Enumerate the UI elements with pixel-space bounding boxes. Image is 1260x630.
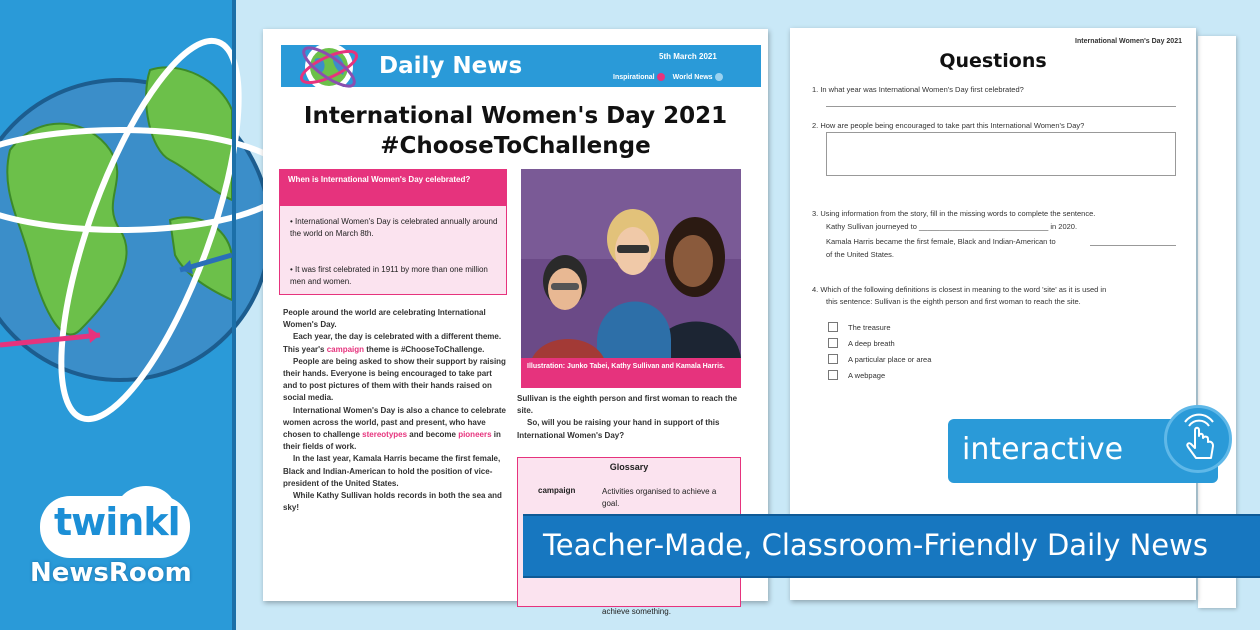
glossary-word-campaign: campaign — [326, 344, 365, 354]
paragraph: While Kathy Sullivan holds records in both the sea and sky! — [283, 491, 502, 513]
glossary-term: campaign — [538, 486, 576, 495]
tag-world-news: World News — [673, 73, 723, 81]
paragraph: People around the world are celebrating International Women's Day. — [283, 308, 486, 330]
option-label: A deep breath — [848, 338, 895, 348]
question-1: 1. In what year was International Women's Day first celebrated? — [812, 85, 1024, 94]
globe-illustration — [0, 0, 232, 460]
tag-inspirational-icon — [657, 73, 665, 81]
checkbox-1[interactable] — [828, 322, 838, 332]
masthead-tags — [613, 73, 723, 81]
answer-line-3[interactable] — [1090, 245, 1176, 246]
globe-logo-icon — [293, 37, 365, 95]
option-label: A webpage — [848, 370, 886, 380]
question-3-sentence-3: of the United States. — [826, 250, 894, 259]
answer-line-1[interactable] — [826, 106, 1176, 107]
tap-icon — [1164, 405, 1232, 473]
paragraph: International Women's Day is also a chance to celebrate women across the world, past and present, who have chosen to challenge stereotypes and become pioneers in their fields of work. — [283, 405, 506, 452]
subheadline: #ChooseToChallenge — [380, 133, 651, 159]
tagline-text: Teacher-Made, Classroom-Friendly Daily News — [543, 528, 1208, 562]
question-3-sentence-2: Kamala Harris became the first female, Black and Indian-American to — [826, 237, 1056, 246]
question-3: 3. Using information from the story, fill in the missing words to complete the sentence. — [812, 209, 1096, 218]
option-3[interactable] — [828, 354, 931, 364]
tag-world-news-icon — [715, 73, 723, 81]
fact-2: • It was first celebrated in 1911 by more than one million men and women. — [290, 265, 488, 286]
paragraph: Sullivan is the eighth person and first woman to reach the site. — [517, 394, 738, 416]
paragraph: People are being asked to show their support by raising their hands. Everyone is being encouraged to take part and to post pictures of them with their hands raised on social media. — [283, 356, 506, 403]
masthead-title: Daily News — [379, 53, 523, 79]
article-body-left — [283, 307, 507, 514]
fact-1: • International Women's Day is celebrated annually around the world on March 8th. — [290, 217, 498, 238]
women-illustration — [521, 169, 741, 387]
glossary-definition: Activities organised to achieve a goal. — [602, 487, 717, 508]
illustration-caption: Illustration: Junko Tabei, Kathy Sullivan and Kamala Harris. — [521, 358, 741, 388]
question-2: 2. How are people being encouraged to take part this International Women's Day? — [812, 121, 1085, 130]
questions-title: Questions — [939, 50, 1047, 72]
question-4-sentence: this sentence: Sullivan is the eighth person and first woman to reach the site. — [826, 297, 1081, 306]
glossary-title: Glossary — [609, 462, 649, 472]
article-body-right — [517, 393, 745, 442]
fact-box-heading: When is International Women's Day celebrated? — [280, 170, 506, 206]
brand-panel — [0, 0, 232, 630]
checkbox-3[interactable] — [828, 354, 838, 364]
logo-line2: NewsRoom — [30, 558, 192, 588]
paragraph: In the last year, Kamala Harris became the first female, Black and Indian-American to hold the position of vice-president of the United States. — [283, 454, 501, 488]
interactive-label: interactive — [962, 432, 1124, 467]
glossary-word-pioneers: pioneers — [458, 430, 492, 440]
tag-inspirational: Inspirational — [613, 73, 665, 81]
glossary-word-stereotypes: stereotypes — [362, 430, 408, 440]
checkbox-4[interactable] — [828, 370, 838, 380]
option-label: The treasure — [848, 322, 891, 332]
masthead-date: 5th March 2021 — [659, 52, 717, 61]
question-3-sentence-1: Kathy Sullivan journeyed to _______________________________ in 2020. — [826, 222, 1078, 231]
headline: International Women's Day 2021 — [303, 103, 728, 129]
answer-box-2[interactable] — [826, 132, 1176, 176]
logo-line1: twinkl — [54, 500, 180, 544]
panel-divider — [232, 0, 236, 630]
twinkl-newsroom-logo — [28, 492, 208, 602]
fact-box — [279, 169, 507, 295]
option-label: A particular place or area — [848, 354, 932, 364]
tagline-banner — [523, 514, 1260, 578]
option-2[interactable] — [828, 338, 895, 348]
masthead — [263, 29, 768, 91]
questions-page-header: International Women's Day 2021 — [1075, 38, 1182, 45]
glossary-definition-partial: achieve something. — [602, 607, 671, 616]
paragraph: Each year, the day is celebrated with a different theme. This year's campaign theme is #ChooseToChallenge. — [283, 332, 502, 354]
paragraph: So, will you be raising your hand in support of this International Women's Day? — [517, 418, 720, 440]
option-4[interactable] — [828, 370, 885, 380]
checkbox-2[interactable] — [828, 338, 838, 348]
question-4: 4. Which of the following definitions is closest in meaning to the word 'site' as it is used in — [812, 285, 1107, 294]
option-1[interactable] — [828, 322, 891, 332]
